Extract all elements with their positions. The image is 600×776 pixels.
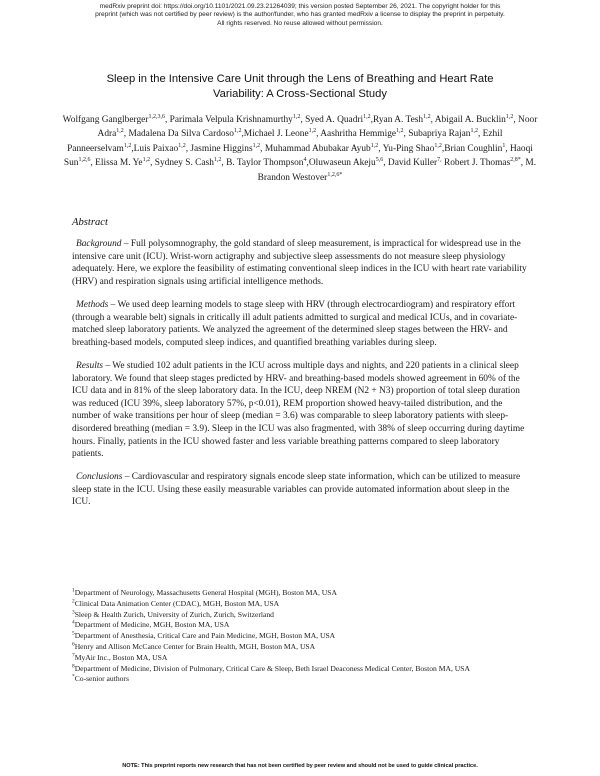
banner-line: medRxiv preprint doi: https://doi.org/10.1101/2021.09.23.21264039; this version posted September 26, 2021. The copyright holder for this xyxy=(99,3,501,10)
affiliation-text: Department of Medicine, Division of Pulmonary, Critical Care & Sleep, Beth Israel Deaconess Medical Center, Boston MA, USA xyxy=(74,663,470,673)
affiliation-list xyxy=(72,588,530,685)
section-label: Conclusions xyxy=(76,472,123,483)
affiliation-text: Co-senior authors xyxy=(74,674,129,684)
affiliation-item xyxy=(72,620,530,631)
author-name: Yu-Ping Shao xyxy=(382,143,435,154)
author-separator: , xyxy=(403,129,409,140)
author-separator: , xyxy=(185,143,191,154)
title-line: Sleep in the Intensive Care Unit through the Lens of Breathing and Heart Rate xyxy=(106,73,494,85)
affiliation-number: 1 xyxy=(72,587,75,594)
author-name: Wolfgang Ganglberger xyxy=(62,115,149,125)
affiliation-number: * xyxy=(72,673,75,680)
author-affiliation-marker: 1,2 xyxy=(252,142,261,149)
affiliation-item xyxy=(72,588,530,599)
affiliation-number: 6 xyxy=(72,641,75,648)
author-affiliation-marker: 1,2 xyxy=(142,157,151,164)
author-name: Elissa M. Ye xyxy=(95,158,143,169)
author-name: Michael J. Leone xyxy=(243,129,309,140)
author-affiliation-marker: 1,2 xyxy=(370,142,379,149)
affiliation-number: 2 xyxy=(72,598,75,605)
section-text: – Cardiovascular and respiratory signals encode sleep state information, which can be utilized to measure sleep state in the ICU. Using these easily measurable variables can provide automated information about sleep in the ICU. xyxy=(72,472,521,508)
author-affiliation-marker: 1,2 xyxy=(396,128,404,135)
affiliation-number: 3 xyxy=(72,609,75,616)
affiliation-item xyxy=(72,631,530,642)
author-name: Ryan A. Tesh xyxy=(372,115,424,125)
section-text: – We studied 102 adult patients in the ICU across multiple days and nights, and 220 patients in a clinical sleep laboratory. We found that sleep stages predicted by HRV- and breathing-based models showed agreement in 60% of the ICU data and in 81% of the sleep laboratory data. In the ICU, deep NREM (N2 + N3) proportion of total sleep duration was reduced (ICU 39%, sleep laboratory 57%, p<0.01), REM proportion showed heavy-tailed distribution, and the number of wake transitions per hour of sleep (median = 3.6) was comparable to sleep laboratory patients with sleep-disordered breathing (median = 3.9). Sleep in the ICU was also fragmented, with 38% of sleep occurring during daytime hours. Finally, patients in the ICU showed faster and less variable breathing patterns compared to sleep laboratory patients. xyxy=(72,360,525,460)
author-affiliation-marker: 1,2 xyxy=(470,128,478,135)
preprint-banner xyxy=(40,3,560,28)
author-affiliation-marker: 1,2,6 xyxy=(78,157,91,164)
author-name: Oluwaseun Akeju xyxy=(308,158,376,169)
author-affiliation-marker: 1,2 xyxy=(213,157,222,164)
author-affiliation-marker: 1 xyxy=(502,142,506,149)
author-separator: , xyxy=(260,143,265,154)
paper-title xyxy=(60,72,540,102)
author-name: Parimala Velpula Krishnamurthy xyxy=(169,115,293,125)
author-separator: , xyxy=(123,129,129,140)
affiliation-number: 5 xyxy=(72,630,75,637)
author-name: Haoqi Sun xyxy=(63,143,533,169)
author-affiliation-marker: 1,2 xyxy=(178,142,186,149)
author-separator: , xyxy=(90,158,96,169)
author-name: Sydney S. Cash xyxy=(154,158,214,169)
author-affiliation-marker: 1,2,6* xyxy=(327,171,343,178)
author-separator: , xyxy=(441,143,445,154)
author-separator: , xyxy=(221,158,227,169)
abstract-background xyxy=(72,238,530,288)
author-name: Muhammad Abubakar Ayub xyxy=(264,143,371,154)
affiliation-text: MyAir Inc., Boston MA, USA xyxy=(74,652,168,662)
author-separator: , xyxy=(306,158,309,169)
affiliation-item xyxy=(72,653,530,664)
affiliation-number: 8 xyxy=(72,663,75,670)
banner-line: preprint (which was not certified by peer review) is the author/funder, who has granted medRxiv a license to display the preprint in perpetuity. xyxy=(95,11,505,19)
author-affiliation-marker: 5,6 xyxy=(375,157,384,164)
author-name: B. Taylor Thompson xyxy=(226,158,304,169)
author-affiliation-marker: 2,8* xyxy=(510,157,521,164)
section-text: – We used deep learning models to stage sleep with HRV (through electrocardiogram) and respiratory effort (through a wearable belt) signals in critically ill adult patients admitted to surgical and medical ICUs, and in covariate-matched sleep laboratory patients. We analyzed the agreement of the determined sleep stages between the HRV- and breathing-based models, computed sleep indices, and quantified breathing variables during sleep. xyxy=(72,299,518,348)
author-name: Jasmine Higgins xyxy=(190,143,253,154)
author-separator: , xyxy=(370,115,373,125)
author-name: Brian Coughlin xyxy=(444,143,503,154)
author-separator: , xyxy=(477,129,483,140)
author-affiliation-marker: 4 xyxy=(303,157,307,164)
affiliation-item xyxy=(72,599,530,610)
author-separator: , xyxy=(300,115,306,125)
section-label: Background xyxy=(76,239,122,249)
author-affiliation-marker: 1,2 xyxy=(363,113,371,120)
preprint-footer-note: NOTE: This preprint reports new research that has not been certified by peer review and should not be used to guide clinical practice. xyxy=(122,763,478,769)
author-separator: , xyxy=(520,158,526,169)
author-separator: , xyxy=(150,158,155,169)
section-label: Results xyxy=(76,360,104,371)
author-name: Luis Paixao xyxy=(133,143,179,154)
author-separator: , xyxy=(430,115,435,125)
author-list xyxy=(62,113,538,185)
affiliation-item xyxy=(72,664,530,675)
affiliation-item xyxy=(72,642,530,653)
affiliation-number: 7 xyxy=(72,652,75,659)
author-name: Abigail A. Bucklin xyxy=(434,115,506,125)
author-affiliation-marker: 1,2 xyxy=(423,113,431,120)
author-name: Syed A. Quadri xyxy=(305,115,364,125)
author-name: Noor Adra xyxy=(97,115,538,140)
affiliation-text: Sleep & Health Zurich, University of Zurich, Zurich, Switzerland xyxy=(74,609,274,619)
abstract-body xyxy=(72,238,530,520)
affiliation-text: Department of Anesthesia, Critical Care and Pain Medicine, MGH, Boston MA, USA xyxy=(74,631,336,641)
author-separator: , xyxy=(378,143,383,154)
abstract-conclusions xyxy=(72,471,530,509)
section-text: – Full polysomnography, the gold standard of sleep measurement, is impractical for widespread use in the intensive care unit (ICU). Wrist-worn actigraphy and subjective sleep assessments do not measure sleep physiology adequately. Here, we explore the feasibility of estimating conventional sleep indices in the ICU with heart rate variability (HRV) and respiration signals using artificial intelligence methods. xyxy=(72,239,527,287)
author-affiliation-marker: 1,2 xyxy=(292,113,301,120)
author-separator: , xyxy=(164,115,170,125)
author-separator: , xyxy=(505,143,510,154)
affiliation-item xyxy=(72,674,530,685)
abstract-results xyxy=(72,360,530,461)
affiliation-number: 4 xyxy=(72,619,75,626)
affiliation-text: Department of Neurology, Massachusetts General Hospital (MGH), Boston MA, USA xyxy=(74,588,337,597)
affiliation-text: Department of Medicine, MGH, Boston MA, USA xyxy=(74,620,230,630)
author-affiliation-marker: 1,2 xyxy=(116,128,124,135)
author-affiliation-marker: 1,2 xyxy=(123,142,132,149)
author-affiliation-marker: 1,2 xyxy=(505,113,514,120)
author-affiliation-marker: 1,2 xyxy=(308,128,317,135)
author-separator: , xyxy=(241,129,244,140)
author-separator: , xyxy=(513,115,519,125)
section-label: Methods xyxy=(76,299,109,310)
affiliation-text: Henry and Allison McCance Center for Brain Health, MGH, Boston MA, USA xyxy=(74,641,316,651)
abstract-heading: Abstract xyxy=(72,217,108,228)
author-affiliation-marker: 1,2 xyxy=(233,128,242,135)
author-separator: , xyxy=(131,143,134,154)
affiliation-text: Clinical Data Animation Center (CDAC), MGH, Boston MA, USA xyxy=(74,598,280,608)
author-name: Aashritha Hemmige xyxy=(320,129,397,140)
author-separator: , xyxy=(383,158,388,169)
author-affiliation-marker: 7, xyxy=(437,157,442,164)
author-name: M. Brandon Westover xyxy=(257,158,537,183)
author-affiliation-marker: 1,2 xyxy=(434,142,442,149)
author-name: Subapriya Rajan xyxy=(408,129,471,140)
banner-line: All rights reserved. No reuse allowed without permission. xyxy=(217,19,383,27)
title-line: Variability: A Cross-Sectional Study xyxy=(213,88,387,100)
author-separator: , xyxy=(316,129,321,140)
author-name: Madalena Da Silva Cardoso xyxy=(128,129,234,140)
author-name: David Kuller xyxy=(387,158,438,169)
author-affiliation-marker: 1,2,3,6 xyxy=(148,113,165,120)
abstract-methods xyxy=(72,299,530,349)
author-name: Robert J. Thomas xyxy=(443,158,511,169)
affiliation-item xyxy=(72,610,530,621)
author-name: Ezhil Panneerselvam xyxy=(67,129,503,154)
